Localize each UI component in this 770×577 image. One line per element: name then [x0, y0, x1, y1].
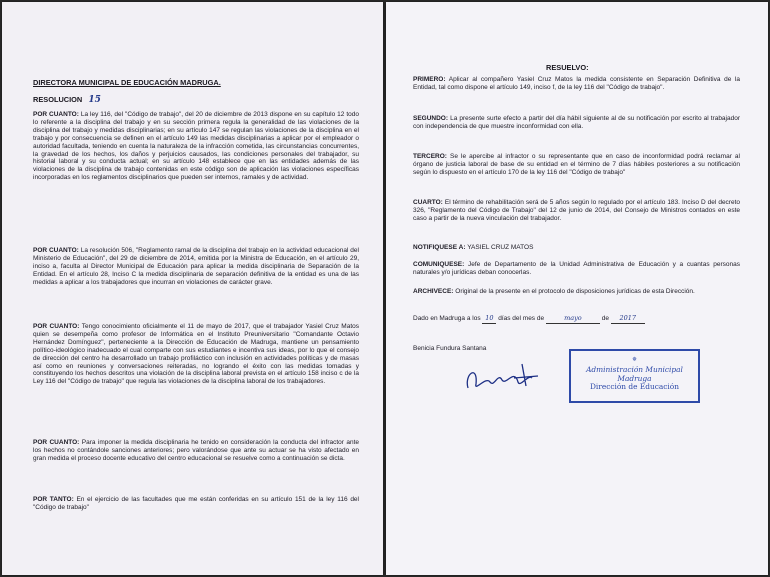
- segundo: SEGUNDO: La presente surte efecto a partir del día hábil siguiente al de su notificación por escrito al trabajador con independencia de que muestre inconformidad con ella.: [413, 115, 741, 130]
- stamp-line3: Dirección de Educación: [590, 382, 679, 391]
- por-tanto: POR TANTO: En el ejercicio de las facultades que me están conferidas en su artículo 151 de la ley 116 del "Código de trabajo": [33, 496, 359, 511]
- comuniquese: COMUNIQUESE: Jefe de Departamento de la Unidad Administrativa de Educación y a cuantas personas naturales y/o jurídicas deban conocerlas.: [413, 261, 740, 276]
- tercero: TERCERO: Se le apercibe al infractor o su representante que en caso de inconformidad podrá reclamar al órgano de justicia laboral de base de su entidad en el término de 7 días hábiles posteriores a su notificación según lo dispuesto en el artículo 170 de la ley 116 del "Código de trabajo": [413, 153, 740, 176]
- right-page: [386, 2, 768, 575]
- resuelvo-heading: RESUELVO:: [546, 63, 589, 72]
- month-field: mayo: [546, 315, 600, 324]
- notifiquese: NOTIFIQUESE A: YASIEL CRUZ MATOS: [413, 244, 534, 251]
- archivece: ARCHIVECE: Original de la presente en el protocolo de disposiciones jurídicas de esta Dirección.: [413, 288, 695, 295]
- signature: [462, 356, 544, 401]
- por-cuanto-4: POR CUANTO: Para imponer la medida disciplinaria he tenido en consideración la conducta del infractor ante los hechos no contándole sanciones anteriores; pero valorándose que ante su actuar se ha visto afectado en gran medida el proceso docente educativo del centro educacional se resuelve como a continuación se dicta.: [33, 439, 359, 462]
- dado-en-line: Dado en Madruga a los 10 días del mes de mayo de 2017: [413, 315, 740, 324]
- por-cuanto-1: POR CUANTO: La ley 116, del "Código de trabajo", del 20 de diciembre de 2013 dispone en su capítulo 12 todo lo referente a la disciplina del trabajo y en su sección primera regula la generalidad de las violaciones de la disciplina del trabajo y medidas disciplinarias; en su artículo 147 se regulan las violaciones de la disciplina en el trabajo y por consecuencia se definen en el artículo 149 las medidas disciplinarias a aplicar por el empleador o autoridad facultada, teniendo en cuenta la naturaleza de la infracción cometida, las circunstancias concurrentes, la gravedad de los hechos, los daños y perjuicios causados, las condiciones personales del trabajador, su historial laboral y su conducta actual; en su artículo 148 establece que en las entidades además de las violaciones de la disciplina de trabajo contenidas en este código son de aplicación las violaciones específicas incorporadas en los reglamentos disciplinarios que pueden ser internos, ramales y de actividad.: [33, 111, 359, 182]
- left-page: [2, 2, 383, 575]
- cuarto: CUARTO: El término de rehabilitación será de 5 años según lo regulado por el artículo 183. Inciso D del decreto 326, "Reglamento del Código de Trabajo" del 12 de junio de 2014, del Consejo de Ministros contados en este caso a partir de la nueva vinculación del trabajador.: [413, 199, 741, 222]
- resolucion-title: [33, 95, 101, 105]
- stamp-line2: Madruga: [617, 374, 652, 383]
- page-heading: DIRECTORA MUNICIPAL DE EDUCACIÓN MADRUGA.: [33, 78, 221, 87]
- official-stamp: [569, 349, 700, 403]
- por-cuanto-3: POR CUANTO: Tengo conocimiento oficialmente el 11 de mayo de 2017, que el trabajador Yasiel Cruz Matos quien se desempeña como profesor de Informática en el Instituto Preuniversitario "Comandante Octavio Hernández Domínguez", perteneciente a la Dirección de Educación de Madruga, mantiene un pensamiento político-ideológico inadecuado el cual comparte con sus estudiantes e incentiva sus ideas, por lo que el consejo de dirección del centro ha desarrollado un trabajo profiláctico con inclusión en actividades políticas y de masas así como en reuniones y conversaciones reiteradas, no logrando el éxito con las medidas tomadas y constituyendo los hechos descritos una violación de la disciplina laboral prevista en el artículo 158 inciso c de la Ley 116 del "Código de trabajo" que regula las violaciones de la disciplina laboral de los trabajadores.: [33, 323, 359, 386]
- year-field: 2017: [611, 315, 645, 324]
- day-field: 10: [482, 315, 496, 324]
- stamp-line1: Administración Municipal: [586, 365, 683, 374]
- por-cuanto-2: POR CUANTO: La resolución 506, "Reglamento ramal de la disciplina del trabajo en la actividad educacional del Ministerio de Educación", del 29 de diciembre de 2014, emitida por la Ministra de Educación, en el artículo 29, inciso a, faculta al Director Municipal de Educación para aplicar la medida disciplinaria de Separación de la Entidad. En el artículo 28, Inciso C la medida disciplinaria de separación definitiva de la entidad es una de las medidas a aplicar a los trabajadores que incurran en violaciones de carácter grave.: [33, 247, 359, 286]
- resolucion-label: RESOLUCION: [33, 95, 83, 104]
- signer-name: Benicia Fundura Santana: [413, 345, 487, 352]
- stamp-emblem-icon: ✵: [631, 356, 638, 363]
- resolucion-number: 15: [88, 95, 101, 105]
- primero: PRIMERO: Aplicar al compañero Yasiel Cruz Matos la medida consistente en Separación Definitiva de la Entidad, tal como dispone el artículo 149, inciso f, de la ley 116 del "Código de trabajo".: [413, 76, 740, 91]
- signature-scribble: [462, 356, 544, 396]
